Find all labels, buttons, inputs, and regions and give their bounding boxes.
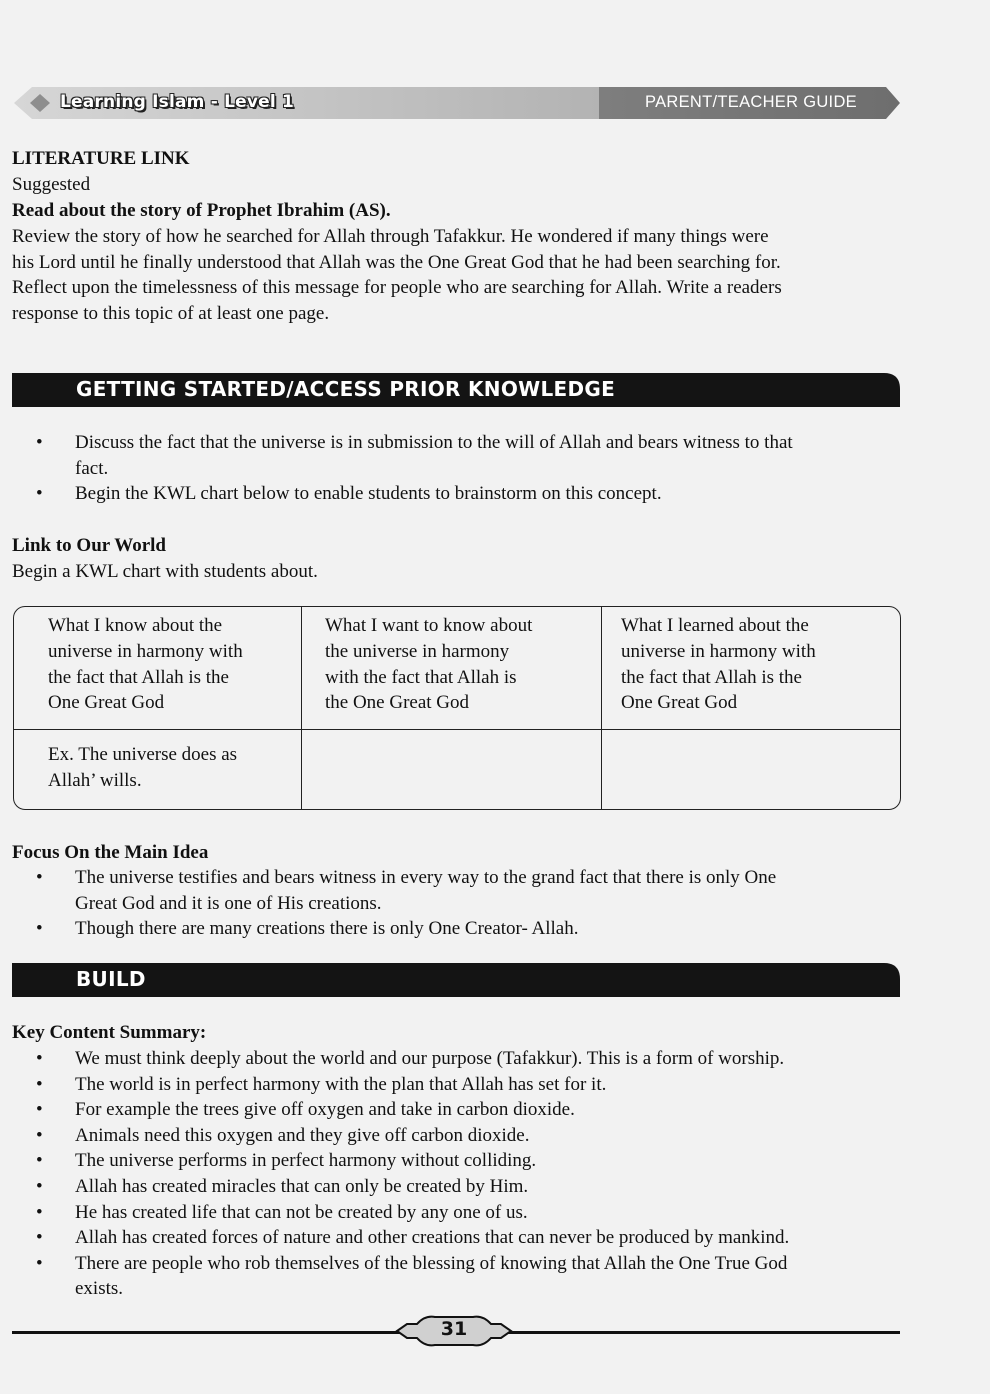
build-bar xyxy=(12,963,900,997)
kwl-know-header: What I know about the universe in harmony with the fact that Allah is the One Great God xyxy=(48,615,243,714)
bullet-icon: • xyxy=(36,918,43,940)
bullet-icon: • xyxy=(36,1073,43,1095)
bullet-icon: • xyxy=(36,1048,43,1069)
guide-label: PARENT/TEACHER GUIDE xyxy=(645,93,857,111)
page-number: 31 xyxy=(440,1318,468,1340)
list-item: • Discuss the fact that the universe is in submission to the will of Allah and bears witness to that fact. xyxy=(36,432,793,479)
literature-line: Reflect upon the timelessness of this message for people who are searching for Allah. Write a readers xyxy=(12,277,782,299)
page-header xyxy=(10,84,902,122)
list-item: • Though there are many creations there is only One Creator- Allah. xyxy=(12,916,892,942)
bullet-icon: • xyxy=(36,1175,43,1197)
list-item: • There are people who rob themselves of the blessing of knowing that Allah the One True God exists. xyxy=(36,1252,788,1300)
suggested-label: Suggested xyxy=(12,174,91,195)
bullet-icon: • xyxy=(36,1099,43,1121)
story-title: Read about the story of Prophet Ibrahim (AS). xyxy=(12,200,391,221)
summary-heading: Key Content Summary: xyxy=(12,1022,207,1043)
list-item: • The universe testifies and bears witness in every way to the grand fact that there is only One Great God and it is one of His creations. xyxy=(36,867,777,914)
list-item: • He has created life that can not be created by any one of us. xyxy=(12,1200,892,1226)
literature-paragraph xyxy=(12,224,892,326)
list-item: • Allah has created miracles that can only be created by Him. xyxy=(12,1174,892,1200)
list-item: • Allah has created forces of nature and other creations that can never be produced by mankind. xyxy=(12,1225,892,1251)
literature-heading: LITERATURE LINK xyxy=(12,148,190,169)
literature-line: Review the story of how he searched for Allah through Tafakkur. He wondered if many things were xyxy=(12,226,769,247)
getting-started-bar xyxy=(12,373,900,407)
link-world-text: Begin a KWL chart with students about. xyxy=(12,561,318,582)
list-item: • We must think deeply about the world and our purpose (Tafakkur). This is a form of worship. xyxy=(12,1046,892,1072)
getting-started-title: GETTING STARTED/ACCESS PRIOR KNOWLEDGE xyxy=(76,377,616,401)
bullet-icon: • xyxy=(36,1150,43,1172)
column-divider xyxy=(301,607,302,809)
list-item: • The world is in perfect harmony with the plan that Allah has set for it. xyxy=(12,1072,892,1098)
focus-heading: Focus On the Main Idea xyxy=(12,842,209,863)
literature-line: his Lord until he finally understood that Allah was the One Great God that he had been searching for. xyxy=(12,251,781,273)
bullet-icon: • xyxy=(36,1124,43,1146)
kwl-learned-header: What I learned about the universe in harmony with the fact that Allah is the One Great God xyxy=(621,615,816,714)
bullet-icon: • xyxy=(36,867,43,888)
list-item: • Animals need this oxygen and they give off carbon dioxide. xyxy=(12,1123,892,1149)
bullet-icon: • xyxy=(36,1201,43,1223)
list-item: • Begin the KWL chart below to enable students to brainstorm on this concept. xyxy=(12,481,892,507)
focus-list xyxy=(12,865,892,942)
bullet-icon: • xyxy=(36,1252,43,1274)
list-item: • The universe performs in perfect harmony without colliding. xyxy=(12,1148,892,1174)
kwl-chart xyxy=(13,606,901,810)
list-item: • For example the trees give off oxygen and take in carbon dioxide. xyxy=(12,1097,892,1123)
kwl-example-cell: Ex. The universe does as Allah’ wills. xyxy=(48,744,238,791)
build-title: BUILD xyxy=(76,967,146,991)
link-world-heading: Link to Our World xyxy=(12,535,166,556)
column-divider xyxy=(601,607,602,809)
bullet-icon: • xyxy=(36,483,43,505)
getting-started-list xyxy=(12,430,892,507)
book-title: Learning Islam - Level 1 xyxy=(60,92,295,112)
bullet-icon: • xyxy=(36,432,43,453)
bullet-icon: • xyxy=(36,1227,43,1249)
row-divider xyxy=(14,729,900,730)
kwl-want-header: What I want to know about the universe in harmony with the fact that Allah is the One Great God xyxy=(325,615,533,714)
summary-list xyxy=(12,1046,892,1302)
literature-line: response to this topic of at least one page. xyxy=(12,302,330,324)
